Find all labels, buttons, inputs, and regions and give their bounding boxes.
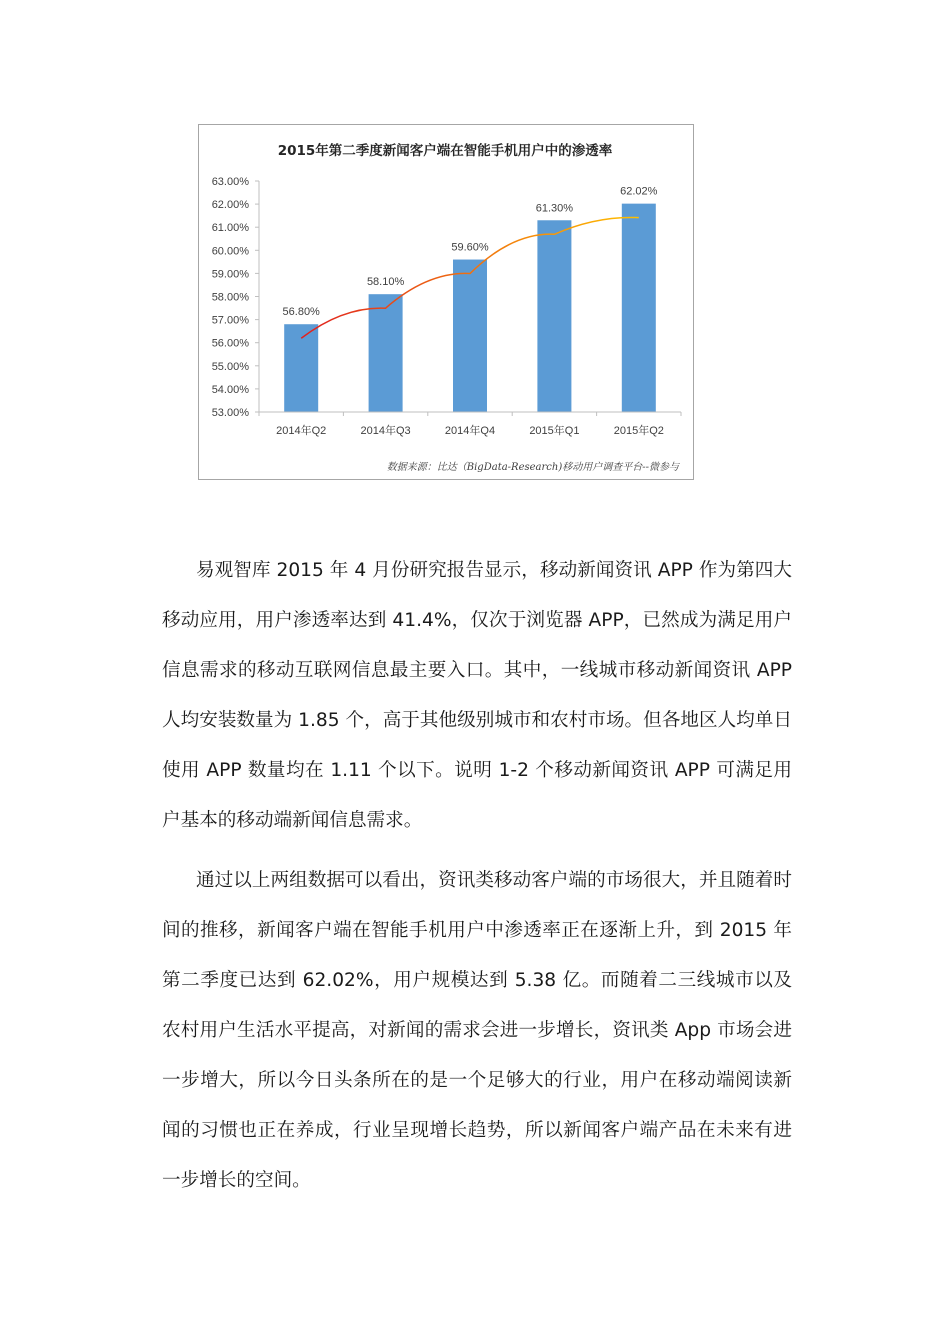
x-tick-label: 2015年Q2 (613, 425, 664, 437)
bar-4 (537, 220, 571, 412)
penetration-chart (198, 124, 694, 480)
bar-value-label: 62.02% (620, 185, 658, 198)
chart-title: 2015年第二季度新闻客户端在智能手机用户中的渗透率 (277, 143, 613, 159)
bar-value-label: 61.30% (535, 202, 574, 215)
bar-value-label: 56.80% (282, 306, 320, 319)
bar-value-label: 59.60% (451, 241, 489, 254)
chart-source-note: 数据来源：比达（BigData-Research)移动用户调查平台--微参与 (386, 462, 679, 473)
chart-canvas (199, 125, 693, 479)
bar-3 (453, 260, 487, 412)
y-tick-label: 63.00% (211, 176, 249, 188)
x-tick-label: 2014年Q4 (444, 425, 496, 437)
y-tick-label: 54.00% (211, 383, 249, 396)
y-tick-label: 55.00% (211, 360, 249, 373)
y-tick-label: 57.00% (211, 314, 249, 327)
body-paragraph-1: 易观智库 2015 年 4 月份研究报告显示，移动新闻资讯 APP 作为第四大移动应用，用户渗透率达到 41.4%，仅次于浏览器 APP，已然成为满足用户信息需求的移动互联网信息最主要入口。其中，一线城市移动新闻资讯 APP 人均安装数量为 1.85 个，高于其他级别城市和农村市场。但各地区人均单日使用 APP 数量均在 1.11 个以下。说明 1-2 个移动新闻资讯 APP 可满足用户基本的移动端新闻信息需求。 (162, 560, 792, 831)
y-tick-label: 53.00% (211, 407, 249, 419)
x-tick-label: 2015年Q1 (529, 425, 580, 437)
bar-value-label: 58.10% (366, 276, 405, 289)
x-tick-label: 2014年Q2 (276, 425, 327, 437)
y-tick-label: 60.00% (211, 245, 249, 258)
bar-5 (622, 204, 656, 412)
bar-2 (369, 294, 403, 412)
y-tick-label: 58.00% (211, 291, 249, 304)
y-tick-label: 61.00% (211, 222, 249, 235)
y-tick-label: 62.00% (211, 199, 249, 212)
x-tick-label: 2014年Q3 (360, 425, 411, 437)
y-tick-label: 56.00% (211, 337, 249, 350)
body-paragraph-2: 通过以上两组数据可以看出，资讯类移动客户端的市场很大，并且随着时间的推移，新闻客户端在智能手机用户中渗透率正在逐渐上升，到 2015 年第二季度已达到 62.02%，用户规模达到 5.38 亿。而随着二三线城市以及农村用户生活水平提高，对新闻的需求会进一步增长，资讯类 App 市场会进一步增大，所以今日头条所在的是一个足够大的行业，用户在移动端阅读新闻的习惯也正在养成，行业呈现增长趋势，所以新闻客户端产品在未来有进一步增长的空间。 (162, 870, 792, 1191)
y-tick-label: 59.00% (211, 268, 249, 281)
